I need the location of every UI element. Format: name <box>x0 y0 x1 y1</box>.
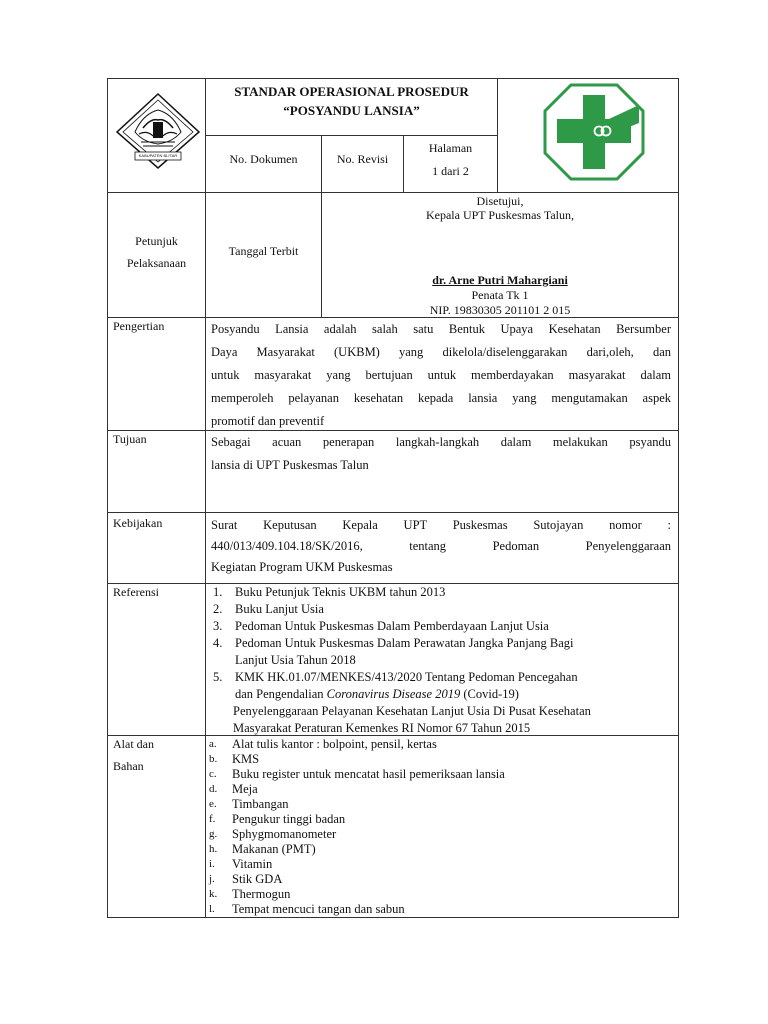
list-item: 3. Pedoman Untuk Puskesmas Dalam Pemberdayaan Lanjut Usia <box>213 619 549 633</box>
signatory-rank: Penata Tk 1 <box>471 288 529 302</box>
referensi-label: Referensi <box>113 585 159 599</box>
kebijakan-label: Kebijakan <box>113 516 163 530</box>
referensi-list <box>213 584 673 737</box>
revision-label: No. Revisi <box>336 152 389 166</box>
kebijakan-text: Surat Keputusan Kepala UPT Puskesmas Sutojayan nomor : 440/013/409.104.18/SK/2016, tentang Pedoman Penyelenggaraan Kegiatan Program UKM Puskesmas <box>211 518 671 574</box>
pengertian-label: Pengertian <box>113 319 165 333</box>
section-label-petunjuk: Petunjuk <box>135 234 178 248</box>
list-item: 4. Pedoman Untuk Puskesmas Dalam Perawatan Jangka Panjang Bagi Lanjut Usia Tahun 2018 <box>213 636 574 667</box>
approved-text: Disetujui, <box>476 194 524 208</box>
list-item: f. Pengukur tinggi badan <box>209 812 346 826</box>
list-item: g. Sphygmomanometer <box>209 827 337 841</box>
list-item: j. Stik GDA <box>209 872 283 886</box>
sop-title-line1: STANDAR OPERASIONAL PROSEDUR <box>234 84 469 99</box>
list-item: Penyelenggaraan Pelayanan Kesehatan Lanjut Usia Di Pusat Kesehatan Masyarakat Peraturan Kemenkes RI Nomor 67 Tahun 2015 <box>233 704 591 735</box>
section-label-pelaksanaan: Pelaksanaan <box>126 256 187 270</box>
list-item: a. Alat tulis kantor : bolpoint, pensil, kertas <box>209 737 437 751</box>
alat-label-line2: Bahan <box>113 759 144 773</box>
list-item: c. Buku register untuk mencatat hasil pemeriksaan lansia <box>209 767 505 781</box>
head-title: Kepala UPT Puskesmas Talun, <box>425 208 575 222</box>
list-item: 2. Buku Lanjut Usia <box>213 602 324 616</box>
alat-list <box>209 737 669 917</box>
alat-label-line1: Alat dan <box>113 737 154 751</box>
doc-number-label: No. Dokumen <box>229 152 298 166</box>
tujuan-text: Sebagai acuan penerapan langkah-langkah dalam melakukan psyandu lansia di UPT Puskesmas Talun <box>211 435 671 472</box>
issue-date-label: Tanggal Terbit <box>228 244 299 258</box>
signatory-nip: NIP. 19830305 201101 2 015 <box>429 303 571 317</box>
list-item: k. Thermogun <box>209 887 291 901</box>
list-item: e. Timbangan <box>209 797 289 811</box>
pengertian-text: Posyandu Lansia adalah salah satu Bentuk Upaya Kesehatan Bersumber Daya Masyarakat (UKBM) yang dikelola/diselenggarakan dari,oleh, dan untuk masyarakat yang bertujuan untuk memberdayakan masyarakat dalam memperoleh pelayanan kesehatan kepada lansia yang mengutamakan aspek promotif dan preventif <box>211 322 671 428</box>
page-label: Halaman <box>428 141 473 155</box>
page-value: 1 dari 2 <box>432 164 469 178</box>
kabupaten-logo <box>113 92 203 170</box>
list-item: l. Tempat mencuci tangan dan sabun <box>209 902 405 916</box>
signatory-name: dr. Arne Putri Mahargiani <box>432 273 568 287</box>
list-item: 1. Buku Petunjuk Teknis UKBM tahun 2013 <box>213 585 446 599</box>
list-item: h. Makanan (PMT) <box>209 842 316 856</box>
list-item: 5. KMK HK.01.07/MENKES/413/2020 Tentang Pedoman Pencegahan dan Pengendalian Coronavirus Disease 2019 (Covid-19) <box>213 670 578 701</box>
logo-text: KABUPATEN BLITAR <box>138 153 178 158</box>
puskesmas-logo <box>543 83 645 181</box>
sop-title-line2: “POSYANDU LANSIA” <box>283 103 420 118</box>
list-item: i. Vitamin <box>209 857 273 871</box>
list-item: d. Meja <box>209 782 258 796</box>
list-item: b. KMS <box>209 752 260 766</box>
tujuan-label: Tujuan <box>113 432 147 446</box>
